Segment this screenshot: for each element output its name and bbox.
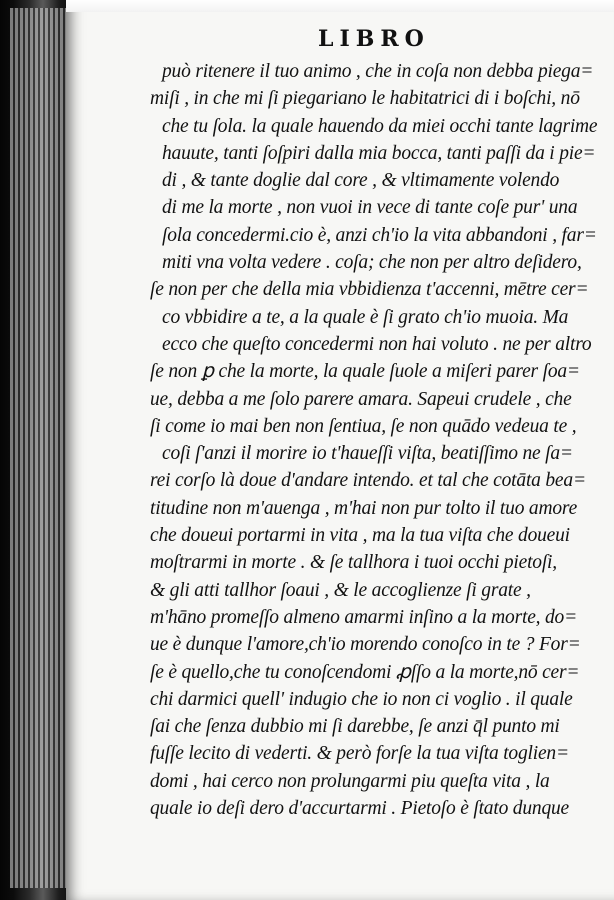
- text-line: ue è dunque l'amore,ch'io morendo conoſco in te ? For=: [150, 634, 581, 656]
- text-line: miti vna volta vedere . coſa; che non per altro deſidero,: [162, 252, 582, 274]
- text-line: & gli atti tallhor ſoaui , & le accoglienze ſi grate ,: [150, 579, 531, 601]
- page-edges: [10, 8, 70, 888]
- text-line: ue, debba a me ſolo parere amara. Sapeui crudele , che: [150, 388, 572, 410]
- text-line: chi darmici quell' indugio che io non ci voglio . il quale: [150, 688, 573, 710]
- text-line: quale io deſi dero d'accurtarmi . Pietoſo è ſtato dunque: [150, 798, 570, 820]
- text-line: ecco che queſto concedermi non hai voluto . ne per altro: [162, 333, 592, 355]
- text-line: fuſſe lecito di vederti. & però forſe la tua viſta toglien=: [150, 743, 569, 765]
- text-line: ſe non per che della mia vbbidienza t'accenni, mētre cer=: [150, 279, 589, 301]
- text-line: che tu ſola. la quale hauendo da miei occhi tante lagrime: [162, 115, 598, 137]
- text-line: titudine non m'auenga , m'hai non pur tolto il tuo amore: [150, 497, 578, 519]
- text-line: domi , hai cerco non prolungarmi piu queſta vita , la: [150, 770, 550, 792]
- text-line: ſe è quello,che tu conoſcendomi ꝓſſo a la morte,nō cer=: [150, 661, 580, 683]
- text-line: miſi , in che mi ſi piegariano le habitatrici di i boſchi, nō: [150, 88, 580, 110]
- text-line: ſai che ſenza dubbio mi ſi darebbe, ſe anzi q̄l punto mi: [150, 716, 560, 738]
- text-line: rei corſo là doue d'andare intendo. et tal che cotāta bea=: [150, 470, 586, 492]
- text-line: m'hāno promeſſo almeno amarmi inſino a la morte, do=: [150, 606, 578, 628]
- text-line: ſi come io mai ben non ſentiua, ſe non quādo vedeua te ,: [150, 415, 577, 437]
- text-line: di me la morte , non vuoi in vece di tante coſe pur' una: [162, 197, 578, 219]
- body-text: [150, 58, 598, 822]
- running-head: LIBRO: [318, 26, 430, 52]
- text-line: ſola concedermi.cio è, anzi ch'io la vita abbandoni , far=: [162, 224, 597, 246]
- text-line: hauute, tanti ſoſpiri dalla mia bocca, tanti paſſi da i pie=: [162, 142, 596, 164]
- text-line: di , & tante doglie dal core , & vltimamente volendo: [162, 170, 560, 192]
- text-line: coſi ſ'anzi il morire io t'haueſſi viſta, beatiſſimo ne ſa=: [162, 443, 573, 465]
- text-line: co vbbidire a te, a la quale è ſi grato ch'io muoia. Ma: [162, 306, 569, 328]
- text-line: può ritenere il tuo animo , che in coſa non debba piega=: [162, 61, 594, 82]
- text-line: moſtrarmi in morte . & ſe tallhora i tuoi occhi pietoſi,: [150, 552, 557, 574]
- text-line: che doueui portarmi in vita , ma la tua viſta che doueui: [150, 525, 570, 547]
- page-top-edge: [66, 0, 614, 12]
- text-line: ſe non ꝑ che la morte, la quale ſuole a miſeri parer ſoa=: [150, 361, 580, 383]
